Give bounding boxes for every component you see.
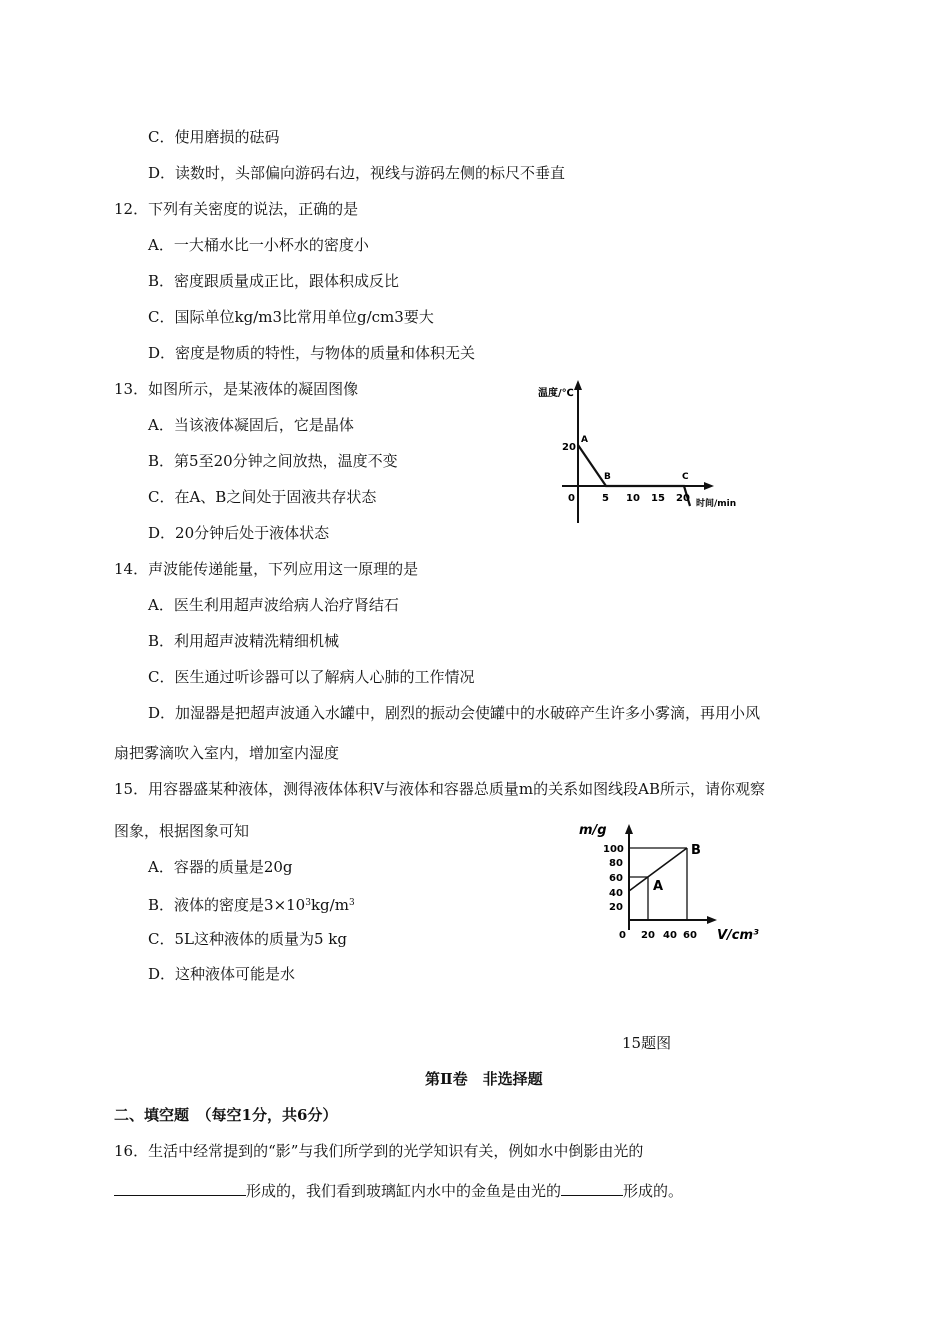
- q13-point-a: A: [581, 435, 588, 445]
- q13-option-c: C．在A、B之间处于固液共存状态: [148, 488, 377, 506]
- q15-point-b: B: [691, 843, 701, 858]
- q16-line2-text: 形成的，我们看到玻璃缸内水中的金鱼是由光的: [246, 1182, 562, 1200]
- q14-option-a: A．医生利用超声波给病人治疗肾结石: [148, 596, 399, 614]
- q13-x-tick-15: 15: [651, 493, 665, 504]
- q15-y-tick-20: 20: [609, 902, 623, 913]
- q16-blank-2[interactable]: [561, 1179, 623, 1196]
- q12-option-b: B．密度跟质量成正比，跟体积成反比: [148, 272, 400, 290]
- q13-point-b: B: [604, 472, 611, 482]
- q13-y-tick-20: 20: [562, 442, 576, 453]
- q15-option-b-unit: kg/m: [310, 896, 349, 914]
- q13-x-label: 时间/min: [696, 499, 737, 509]
- q15-x-label: V/cm³: [717, 928, 759, 943]
- q16-line1: 16．生活中经常提到的“影”与我们所学到的光学知识有关，例如水中倒影由光的: [114, 1142, 644, 1160]
- q15-option-b-unit-exp: 3: [348, 898, 355, 908]
- q15-stem-line1: 15．用容器盛某种液体，测得液体体积V与液体和容器总质量m的关系如图线段AB所示，请你观察: [114, 780, 766, 798]
- q15-y-tick-80: 80: [609, 858, 623, 869]
- section2-heading: 二、填空题 （每空1分，共6分）: [114, 1106, 338, 1124]
- q15-option-c: C．5L这种液体的质量为5 kg: [148, 930, 347, 948]
- q13-y-arrow-icon: [574, 380, 582, 390]
- q13-option-b: B．第5至20分钟之间放热，温度不变: [148, 452, 398, 470]
- q13-graph: [530, 378, 760, 528]
- q13-x-tick-0: 0: [568, 493, 575, 504]
- q11-option-c: C．使用磨损的砝码: [148, 128, 280, 146]
- q13-option-d: D．20分钟后处于液体状态: [148, 524, 330, 542]
- q15-option-b-text: B．液体的密度是3×10: [148, 896, 306, 914]
- q14-option-b: B．利用超声波精洗精细机械: [148, 632, 340, 650]
- q14-stem: 14．声波能传递能量，下列应用这一原理的是: [114, 560, 419, 578]
- q15-graph: [575, 812, 790, 947]
- q15-option-b-exp: 3: [305, 898, 311, 908]
- q13-x-tick-5: 5: [602, 493, 609, 504]
- q14-option-d-line2: 扇把雾滴吹入室内，增加室内湿度: [114, 744, 340, 762]
- q11-option-d: D．读数时，头部偏向游码右边，视线与游码左侧的标尺不垂直: [148, 164, 566, 182]
- q13-y-label: 温度/℃: [538, 388, 574, 399]
- q15-x-tick-20: 20: [641, 930, 655, 941]
- q16-line2-end: 形成的。: [623, 1182, 684, 1200]
- q14-option-d-line1: D．加湿器是把超声波通入水罐中，剧烈的振动会使罐中的水破碎产生许多小雾滴，再用小风: [148, 704, 761, 722]
- q16-blank-1[interactable]: [114, 1179, 246, 1196]
- q15-x-tick-60: 60: [683, 930, 697, 941]
- q13-option-a: A．当该液体凝固后，它是晶体: [148, 416, 354, 434]
- q15-caption: 15题图: [622, 1034, 672, 1052]
- q13-x-arrow-icon: [704, 482, 714, 490]
- q12-stem: 12．下列有关密度的说法，正确的是: [114, 200, 359, 218]
- q15-y-tick-100: 100: [603, 844, 624, 855]
- q15-y-tick-60: 60: [609, 873, 623, 884]
- q15-option-a: A．容器的质量是20g: [148, 858, 293, 876]
- q12-option-d: D．密度是物质的特性，与物体的质量和体积无关: [148, 344, 476, 362]
- q15-y-tick-40: 40: [609, 888, 623, 899]
- q13-point-c: C: [682, 472, 689, 482]
- q15-y-arrow-icon: [625, 824, 633, 834]
- q15-option-b: [148, 893, 355, 915]
- q15-x-tick-0: 0: [619, 930, 626, 941]
- q15-y-label: m/g: [579, 823, 607, 838]
- q16-line2: [114, 1179, 683, 1201]
- q14-option-c: C．医生通过听诊器可以了解病人心肺的工作情况: [148, 668, 475, 686]
- q13-stem: 13．如图所示，是某液体的凝固图像: [114, 380, 359, 398]
- q15-point-a: A: [653, 879, 664, 894]
- section2-title: 第Ⅱ卷 非选择题: [425, 1070, 543, 1088]
- q13-x-tick-20: 20: [676, 493, 690, 504]
- q12-option-a: A．一大桶水比一小杯水的密度小: [148, 236, 369, 254]
- q12-option-c: C．国际单位kg/m3比常用单位g/cm3要大: [148, 308, 434, 326]
- q15-option-d: D．这种液体可能是水: [148, 965, 296, 983]
- q15-x-arrow-icon: [707, 916, 717, 924]
- q15-stem-line2: 图象，根据图象可知: [114, 822, 250, 840]
- q15-x-tick-40: 40: [663, 930, 677, 941]
- q13-x-tick-10: 10: [626, 493, 640, 504]
